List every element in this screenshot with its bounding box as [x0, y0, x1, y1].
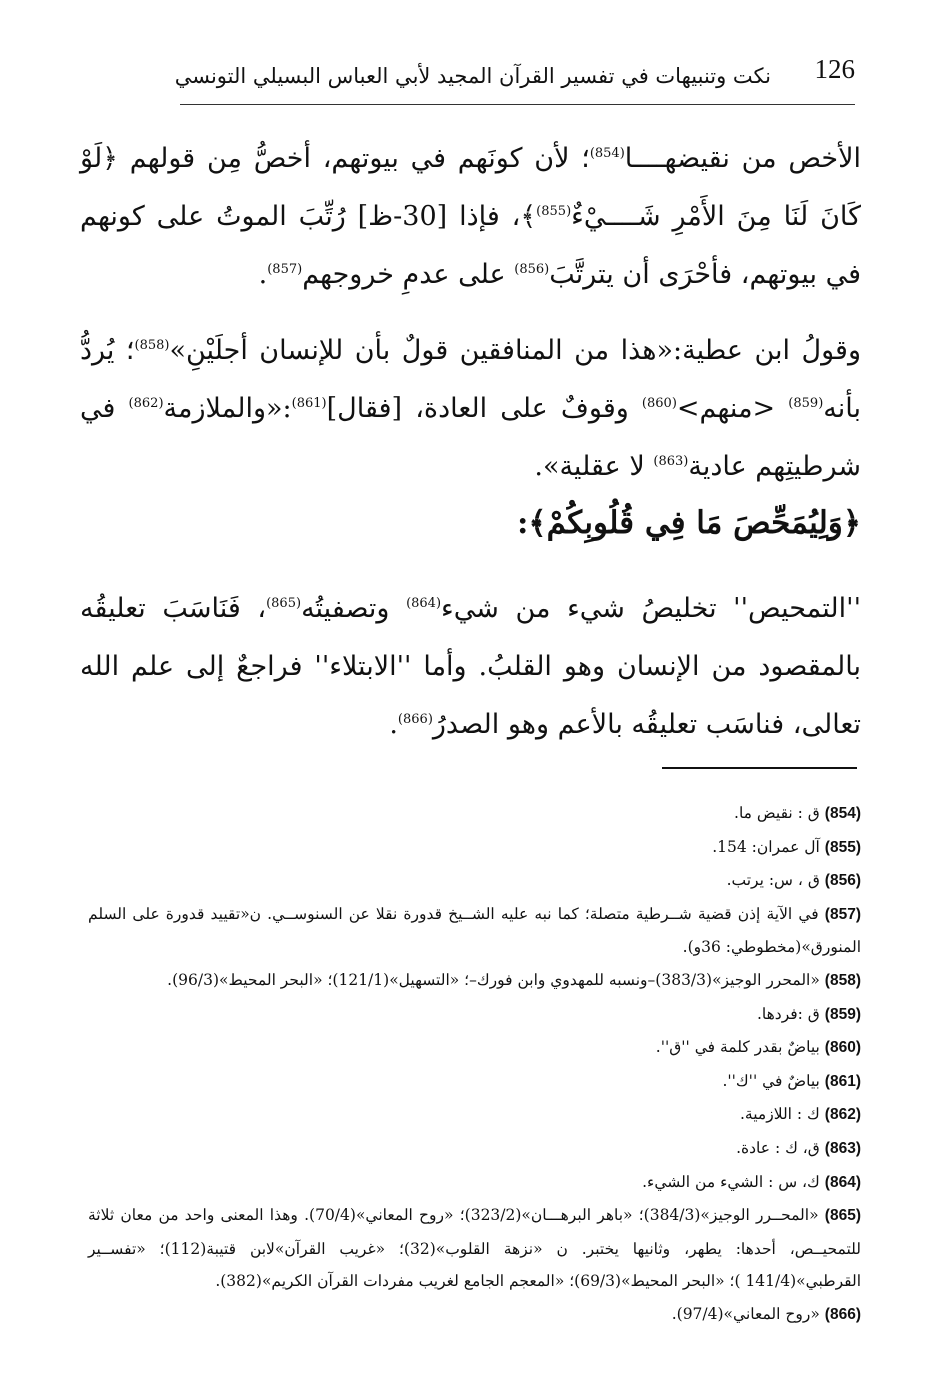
text-run: <منهم> — [676, 393, 789, 424]
footnote-number: (861) — [824, 1072, 861, 1090]
footnote — [88, 1031, 861, 1065]
footnote-text: بياضٌ بقدر كلمة في ''ق''. — [655, 1038, 820, 1057]
footnote-number: (859) — [824, 1005, 861, 1023]
footnote-ref: (857) — [267, 262, 303, 277]
footnote-text: آل عمران: 154. — [712, 837, 820, 856]
footnote-number: (860) — [824, 1039, 861, 1057]
footnote-ref: (862) — [128, 396, 164, 411]
footnote — [88, 797, 861, 831]
paragraph-3 — [80, 580, 861, 754]
footnote-text: ق، ك : عادة. — [736, 1138, 820, 1157]
text-run: لا عقلية». — [534, 451, 654, 482]
footnote — [88, 864, 861, 898]
footnote-ref: (858) — [134, 338, 170, 353]
footnote-ref: (861) — [291, 396, 327, 411]
footnote — [88, 998, 861, 1032]
footnote-ref: (865) — [266, 596, 302, 611]
footnote-number: (857) — [824, 905, 861, 923]
text-run: :«والملازمة — [163, 393, 292, 424]
text-run: الأخص من نقيضهــــا — [624, 143, 861, 174]
text-run: على عدمِ خروجهم — [302, 259, 515, 290]
text-run: وتصفيتُه — [301, 593, 407, 624]
footnote-text: في الآية إذن قضية شــرطية متصلة؛ كما نبه عليه الشــيخ قدورة نقلا عن السنوســي. ن«تقييد قدورة على السلم المنورق»(مخطوطي: 36و). — [88, 904, 861, 957]
footnote — [88, 1199, 861, 1298]
footnote-text: ق :فردها. — [756, 1004, 820, 1023]
footnote-text: ك، س : الشيء من الشيء. — [642, 1172, 820, 1191]
text-run: ؛ يُردُّ بأنه — [80, 335, 862, 424]
footnote-text: «المحرر الوجيز»(383/3)–ونسبه للمهدوي وابن فورك–؛ «التسهيل»(121/1)؛ «البحر المحيط»(96/3). — [167, 970, 820, 989]
paragraph-2 — [80, 322, 861, 496]
footnote-number: (863) — [824, 1139, 861, 1157]
footnote-ref: (855) — [536, 204, 572, 219]
footnote-number: (854) — [824, 805, 861, 822]
footnote-number: (866) — [824, 1305, 861, 1323]
footnote — [88, 898, 861, 964]
header-rule — [180, 104, 855, 105]
footnote-ref: (854) — [589, 146, 625, 161]
footnote-number: (864) — [824, 1173, 861, 1191]
footnote-number: (858) — [824, 971, 861, 989]
verse-heading: ﴿وَلِيُمَحِّصَ مَا فِي قُلُوبِكُمْ﴾: — [516, 505, 861, 541]
footnote — [88, 1098, 861, 1132]
running-title: نكت وتنبيهات في تفسير القرآن المجيد لأبي العباس البسيلي التونسي — [174, 64, 771, 88]
footnote-ref: (863) — [653, 454, 689, 469]
text-run: ، فَنَاسَبَ تعليقُه بالمقصود من الإنسان وهو القلبُ. وأما ''الابتلاء'' فراجعٌ إلى علم الله تعالى، فناسَب تعليقُه بالأعم وهو الصدرُ — [80, 593, 861, 740]
footnote-number: (855) — [824, 838, 861, 856]
footnote — [88, 831, 861, 865]
footnote-text: «المحــرر الوجيز»(384/3)؛ «باهر البرهـــان»(323/2)؛ «روح المعاني»(70/4). وهذا المعنى واحد من معان ثلاثة للتمحيــص، أحدها: يطهر، وثانيها يختبر. ن «نزهة القلوب»(32)؛ «غريب القرآن»لابن قتيبة(112)؛ «تفســير القرطبي»(141/4 )؛ «البحر المحيط»(69/3)؛ «المعجم الجامع لغريب مفردات القرآن الكريم»(382). — [88, 1206, 861, 1291]
text-run: . — [258, 259, 268, 290]
footnote-number: (862) — [824, 1106, 861, 1124]
page-header — [174, 52, 855, 108]
text-run: ؛ لأن كونَهم في بيوتهم، أخصُّ مِن قولهم ﴿لَوْ كَانَ لَنَا مِنَ الأَمْرِ شَــــيْءٌ — [80, 143, 861, 232]
footnote-ref: (866) — [397, 712, 433, 727]
text-run: ''التمحيص'' تخليصُ شيء من شيء — [441, 593, 862, 624]
footnote-text: بياضٌ في ''ك''. — [722, 1071, 820, 1090]
page-number: 126 — [814, 54, 855, 84]
footnote — [88, 1298, 861, 1332]
text-run: في شرطيتِهم عادية — [80, 393, 861, 482]
footnote — [88, 1166, 861, 1200]
footnote-ref: (864) — [406, 596, 442, 611]
footnote-number: (856) — [824, 872, 861, 890]
text-run: ﴾، فإذا [30-ظ] رُتِّبَ الموتُ على كونهم في بيوتهم، فأحْرَى أن يترتَّبَ — [80, 201, 861, 290]
footnote-ref: (856) — [514, 262, 550, 277]
footnote-number: (865) — [824, 1207, 861, 1225]
footnote-ref: (859) — [788, 396, 824, 411]
footnote-ref: (860) — [641, 396, 677, 411]
footnote — [88, 1065, 861, 1099]
footnotes-list — [88, 797, 861, 1332]
text-run: وقولُ ابن عطية:«هذا من المنافقين قولٌ بأن للإنسان أجلَيْنِ» — [169, 335, 861, 366]
footnote-text: ق ، س: يرتب. — [726, 871, 820, 890]
text-run: . — [389, 709, 398, 740]
footnote — [88, 1132, 861, 1166]
footnote — [88, 964, 861, 998]
footnote-text: ك : اللازمية. — [740, 1105, 820, 1124]
paragraph-1 — [80, 130, 861, 304]
footnote-text: ق : نقيض ما. — [734, 804, 820, 822]
text-run: وقوفٌ على العادة، [فقال] — [326, 393, 642, 424]
footnote-rule — [662, 767, 857, 769]
footnote-text: «روح المعاني»(97/4). — [671, 1304, 820, 1323]
